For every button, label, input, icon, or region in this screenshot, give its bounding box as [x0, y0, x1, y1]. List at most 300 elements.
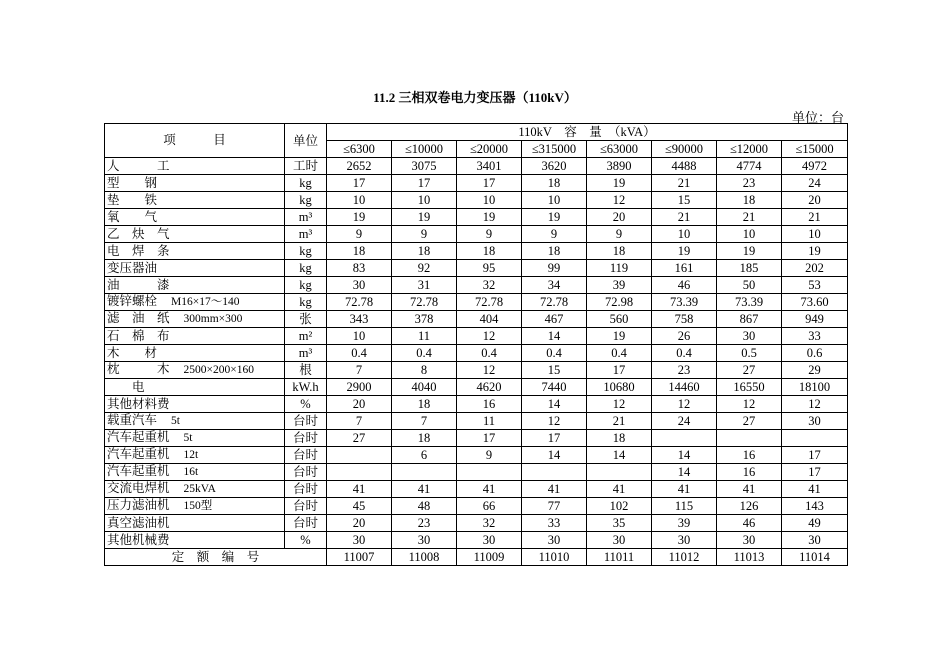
value-cell: 9 — [587, 226, 652, 243]
table-row — [105, 396, 848, 413]
value-cell: 34 — [522, 277, 587, 294]
item-name: 油 漆 — [107, 277, 170, 292]
unit-cell: m² — [285, 328, 327, 345]
value-cell: 18 — [392, 396, 457, 413]
value-cell: 16 — [717, 447, 782, 464]
item-spec: 5t — [183, 432, 193, 444]
capacity-column: ≤315000 — [522, 141, 587, 158]
value-cell: 23 — [652, 362, 717, 379]
value-cell: 10 — [327, 328, 392, 345]
unit-cell: 台时 — [285, 498, 327, 515]
item-cell — [105, 379, 285, 396]
item-name: 电 焊 条 — [107, 243, 170, 258]
value-cell: 867 — [717, 311, 782, 328]
value-cell: 20 — [327, 396, 392, 413]
value-cell: 949 — [782, 311, 848, 328]
value-cell: 0.4 — [652, 345, 717, 362]
value-cell: 35 — [587, 515, 652, 532]
value-cell: 24 — [652, 413, 717, 430]
value-cell: 30 — [717, 532, 782, 549]
value-cell: 23 — [392, 515, 457, 532]
unit-cell: % — [285, 396, 327, 413]
quota-number: 11007 — [327, 549, 392, 566]
value-cell: 19 — [587, 175, 652, 192]
value-cell: 4774 — [717, 158, 782, 175]
value-cell: 0.5 — [717, 345, 782, 362]
item-name: 变压器油 — [107, 260, 158, 275]
value-cell: 41 — [652, 481, 717, 498]
value-cell: 161 — [652, 260, 717, 277]
value-cell: 7 — [392, 413, 457, 430]
value-cell: 33 — [522, 515, 587, 532]
table-row — [105, 481, 848, 498]
value-cell: 404 — [457, 311, 522, 328]
item-name: 木 材 — [107, 345, 158, 360]
value-cell: 3890 — [587, 158, 652, 175]
value-cell: 50 — [717, 277, 782, 294]
item-cell — [105, 481, 285, 498]
item-name: 镀锌螺栓 — [107, 294, 158, 308]
table-row — [105, 498, 848, 515]
value-cell: 12 — [522, 413, 587, 430]
table-row — [105, 362, 848, 379]
value-cell: 10 — [782, 226, 848, 243]
table-row — [105, 430, 848, 447]
item-cell — [105, 498, 285, 515]
value-cell: 27 — [717, 413, 782, 430]
item-spec: 25kVA — [183, 483, 216, 495]
value-cell: 27 — [327, 430, 392, 447]
value-cell: 758 — [652, 311, 717, 328]
value-cell: 16550 — [717, 379, 782, 396]
value-cell — [717, 430, 782, 447]
value-cell: 53 — [782, 277, 848, 294]
value-cell: 21 — [587, 413, 652, 430]
item-name: 交流电焊机 — [107, 481, 170, 495]
item-cell — [105, 158, 285, 175]
value-cell: 33 — [782, 328, 848, 345]
value-cell: 17 — [327, 175, 392, 192]
item-cell — [105, 226, 285, 243]
value-cell: 39 — [652, 515, 717, 532]
capacity-column: ≤6300 — [327, 141, 392, 158]
value-cell: 14 — [587, 447, 652, 464]
value-cell: 4620 — [457, 379, 522, 396]
value-cell — [782, 430, 848, 447]
unit-cell: 台时 — [285, 447, 327, 464]
value-cell: 24 — [782, 175, 848, 192]
table-row — [105, 158, 848, 175]
item-name: 真空滤油机 — [107, 515, 170, 530]
value-cell: 72.78 — [392, 294, 457, 311]
value-cell: 30 — [457, 532, 522, 549]
quota-number: 11009 — [457, 549, 522, 566]
value-cell: 18 — [587, 243, 652, 260]
value-cell: 21 — [782, 209, 848, 226]
item-cell — [105, 515, 285, 532]
item-name: 滤 油 纸 — [107, 311, 170, 325]
value-cell: 14 — [522, 396, 587, 413]
value-cell: 10 — [717, 226, 782, 243]
unit-cell: 工时 — [285, 158, 327, 175]
capacity-column: ≤12000 — [717, 141, 782, 158]
value-cell: 32 — [457, 277, 522, 294]
table-row — [105, 447, 848, 464]
item-cell — [105, 175, 285, 192]
item-name: 石 棉 布 — [107, 328, 170, 343]
value-cell: 12 — [587, 396, 652, 413]
value-cell: 30 — [327, 532, 392, 549]
table-row — [105, 226, 848, 243]
value-cell: 143 — [782, 498, 848, 515]
value-cell: 30 — [717, 328, 782, 345]
item-name: 压力滤油机 — [107, 498, 170, 512]
item-spec: 5t — [171, 415, 180, 427]
item-name: 其他材料费 — [107, 396, 170, 411]
unit-cell: % — [285, 532, 327, 549]
value-cell: 46 — [652, 277, 717, 294]
item-cell — [105, 396, 285, 413]
value-cell: 343 — [327, 311, 392, 328]
item-name: 汽车起重机 — [107, 430, 170, 444]
value-cell: 21 — [717, 209, 782, 226]
value-cell: 0.4 — [327, 345, 392, 362]
item-cell — [105, 311, 285, 328]
item-cell — [105, 192, 285, 209]
value-cell: 41 — [457, 481, 522, 498]
value-cell: 7 — [327, 362, 392, 379]
item-spec: 300mm×300 — [183, 313, 243, 325]
value-cell: 10 — [457, 192, 522, 209]
value-cell: 73.39 — [652, 294, 717, 311]
value-cell: 19 — [652, 243, 717, 260]
value-cell: 39 — [587, 277, 652, 294]
value-cell: 32 — [457, 515, 522, 532]
value-cell: 16 — [457, 396, 522, 413]
value-cell: 18 — [522, 175, 587, 192]
value-cell: 10 — [327, 192, 392, 209]
value-cell: 83 — [327, 260, 392, 277]
value-cell: 14460 — [652, 379, 717, 396]
value-cell: 73.39 — [717, 294, 782, 311]
value-cell: 17 — [457, 430, 522, 447]
item-name: 载重汽车 — [107, 413, 158, 427]
value-cell: 4488 — [652, 158, 717, 175]
value-cell: 66 — [457, 498, 522, 515]
value-cell: 18 — [457, 243, 522, 260]
value-cell: 18100 — [782, 379, 848, 396]
value-cell: 10680 — [587, 379, 652, 396]
value-cell: 20 — [782, 192, 848, 209]
value-cell: 9 — [392, 226, 457, 243]
value-cell: 560 — [587, 311, 652, 328]
item-name: 氧 气 — [107, 209, 158, 224]
value-cell: 30 — [782, 532, 848, 549]
value-cell: 4972 — [782, 158, 848, 175]
item-name: 人 工 — [107, 158, 170, 173]
capacity-column: ≤10000 — [392, 141, 457, 158]
value-cell: 10 — [652, 226, 717, 243]
header-item: 项 目 — [105, 124, 285, 158]
value-cell: 48 — [392, 498, 457, 515]
value-cell: 202 — [782, 260, 848, 277]
unit-cell: kg — [285, 192, 327, 209]
unit-cell: 根 — [285, 362, 327, 379]
value-cell: 99 — [522, 260, 587, 277]
value-cell — [587, 464, 652, 481]
item-name: 汽车起重机 — [107, 464, 170, 478]
item-spec: 2500×200×160 — [183, 364, 254, 376]
value-cell: 19 — [782, 243, 848, 260]
capacity-column: ≤63000 — [587, 141, 652, 158]
capacity-column: ≤20000 — [457, 141, 522, 158]
value-cell: 10 — [392, 192, 457, 209]
value-cell: 16 — [717, 464, 782, 481]
value-cell: 4040 — [392, 379, 457, 396]
item-cell — [105, 209, 285, 226]
value-cell: 95 — [457, 260, 522, 277]
value-cell — [652, 430, 717, 447]
value-cell: 72.78 — [327, 294, 392, 311]
item-cell — [105, 294, 285, 311]
quota-number-label: 定 额 编 号 — [105, 549, 327, 566]
value-cell: 115 — [652, 498, 717, 515]
value-cell — [327, 447, 392, 464]
value-cell: 18 — [587, 430, 652, 447]
value-cell: 0.4 — [522, 345, 587, 362]
quota-table — [104, 123, 848, 566]
table-row — [105, 328, 848, 345]
value-cell: 6 — [392, 447, 457, 464]
unit-cell: m³ — [285, 226, 327, 243]
value-cell: 17 — [392, 175, 457, 192]
value-cell: 9 — [457, 226, 522, 243]
value-cell: 20 — [587, 209, 652, 226]
value-cell: 11 — [392, 328, 457, 345]
value-cell — [457, 464, 522, 481]
value-cell: 3401 — [457, 158, 522, 175]
value-cell: 27 — [717, 362, 782, 379]
table-row — [105, 192, 848, 209]
unit-cell: 台时 — [285, 515, 327, 532]
value-cell: 45 — [327, 498, 392, 515]
value-cell: 30 — [782, 413, 848, 430]
value-cell: 41 — [782, 481, 848, 498]
value-cell: 14 — [652, 447, 717, 464]
table-row — [105, 532, 848, 549]
item-spec: 12t — [183, 449, 199, 461]
value-cell: 0.4 — [587, 345, 652, 362]
table-row — [105, 277, 848, 294]
value-cell: 15 — [522, 362, 587, 379]
value-cell: 12 — [457, 362, 522, 379]
unit-cell: 台时 — [285, 464, 327, 481]
item-cell — [105, 447, 285, 464]
value-cell: 12 — [457, 328, 522, 345]
value-cell: 2900 — [327, 379, 392, 396]
unit-cell: 台时 — [285, 430, 327, 447]
value-cell: 46 — [717, 515, 782, 532]
table-row — [105, 311, 848, 328]
value-cell: 41 — [327, 481, 392, 498]
value-cell: 19 — [392, 209, 457, 226]
value-cell: 49 — [782, 515, 848, 532]
value-cell: 18 — [327, 243, 392, 260]
value-cell: 9 — [522, 226, 587, 243]
unit-cell: kg — [285, 175, 327, 192]
item-name: 垫 铁 — [107, 192, 158, 207]
value-cell: 17 — [782, 464, 848, 481]
quota-number: 11013 — [717, 549, 782, 566]
unit-cell: 张 — [285, 311, 327, 328]
value-cell: 21 — [652, 209, 717, 226]
value-cell: 0.4 — [457, 345, 522, 362]
value-cell: 72.78 — [522, 294, 587, 311]
table-row — [105, 464, 848, 481]
item-name: 型 钢 — [107, 175, 158, 190]
value-cell: 19 — [717, 243, 782, 260]
item-name: 电 — [107, 379, 145, 394]
value-cell: 21 — [652, 175, 717, 192]
capacity-column: ≤90000 — [652, 141, 717, 158]
value-cell: 17 — [587, 362, 652, 379]
item-cell — [105, 430, 285, 447]
value-cell: 19 — [457, 209, 522, 226]
value-cell: 23 — [717, 175, 782, 192]
header-unit: 单位 — [285, 124, 327, 158]
value-cell: 29 — [782, 362, 848, 379]
item-cell — [105, 362, 285, 379]
value-cell: 3620 — [522, 158, 587, 175]
value-cell: 185 — [717, 260, 782, 277]
table-row — [105, 413, 848, 430]
item-spec: 150型 — [183, 500, 213, 512]
table-row — [105, 379, 848, 396]
unit-cell: m³ — [285, 345, 327, 362]
value-cell: 30 — [652, 532, 717, 549]
value-cell: 11 — [457, 413, 522, 430]
footer-row — [105, 549, 848, 566]
item-cell — [105, 328, 285, 345]
value-cell: 17 — [782, 447, 848, 464]
value-cell: 7 — [327, 413, 392, 430]
value-cell: 41 — [392, 481, 457, 498]
value-cell: 41 — [717, 481, 782, 498]
value-cell: 19 — [327, 209, 392, 226]
value-cell: 467 — [522, 311, 587, 328]
value-cell: 77 — [522, 498, 587, 515]
table-row — [105, 209, 848, 226]
value-cell: 30 — [522, 532, 587, 549]
value-cell: 17 — [457, 175, 522, 192]
value-cell: 41 — [522, 481, 587, 498]
value-cell: 12 — [782, 396, 848, 413]
item-cell — [105, 464, 285, 481]
value-cell: 41 — [587, 481, 652, 498]
value-cell: 14 — [522, 447, 587, 464]
item-name: 汽车起重机 — [107, 447, 170, 461]
value-cell — [327, 464, 392, 481]
unit-cell: kg — [285, 260, 327, 277]
unit-cell: m³ — [285, 209, 327, 226]
item-name: 枕 木 — [107, 362, 170, 376]
unit-cell: kg — [285, 277, 327, 294]
value-cell: 10 — [522, 192, 587, 209]
unit-cell: kg — [285, 294, 327, 311]
value-cell: 7440 — [522, 379, 587, 396]
value-cell: 0.4 — [392, 345, 457, 362]
value-cell: 19 — [522, 209, 587, 226]
value-cell: 378 — [392, 311, 457, 328]
unit-cell: kg — [285, 243, 327, 260]
value-cell: 19 — [587, 328, 652, 345]
page-title: 11.2 三相双卷电力变压器（110kV） — [373, 90, 577, 105]
table-row — [105, 260, 848, 277]
value-cell: 18 — [392, 430, 457, 447]
value-cell: 30 — [587, 532, 652, 549]
value-cell: 14 — [652, 464, 717, 481]
value-cell: 18 — [392, 243, 457, 260]
value-cell: 18 — [717, 192, 782, 209]
value-cell: 2652 — [327, 158, 392, 175]
table-row — [105, 515, 848, 532]
value-cell: 72.98 — [587, 294, 652, 311]
unit-cell: 台时 — [285, 413, 327, 430]
value-cell: 9 — [327, 226, 392, 243]
value-cell: 12 — [717, 396, 782, 413]
item-cell — [105, 413, 285, 430]
value-cell: 26 — [652, 328, 717, 345]
item-cell — [105, 532, 285, 549]
value-cell: 9 — [457, 447, 522, 464]
value-cell: 73.60 — [782, 294, 848, 311]
value-cell: 18 — [522, 243, 587, 260]
quota-number: 11012 — [652, 549, 717, 566]
value-cell — [522, 464, 587, 481]
value-cell: 17 — [522, 430, 587, 447]
table-row — [105, 345, 848, 362]
value-cell: 102 — [587, 498, 652, 515]
item-name: 其他机械费 — [107, 532, 170, 547]
item-cell — [105, 260, 285, 277]
value-cell: 12 — [587, 192, 652, 209]
header-capacity: 110kV 容 量 （kVA） — [327, 124, 848, 141]
value-cell: 12 — [652, 396, 717, 413]
value-cell: 8 — [392, 362, 457, 379]
table-row — [105, 175, 848, 192]
value-cell: 30 — [392, 532, 457, 549]
value-cell: 14 — [522, 328, 587, 345]
unit-cell: kW.h — [285, 379, 327, 396]
header-row — [105, 124, 848, 141]
item-cell — [105, 345, 285, 362]
table-row — [105, 294, 848, 311]
value-cell: 30 — [327, 277, 392, 294]
item-cell — [105, 277, 285, 294]
item-spec: 16t — [183, 466, 199, 478]
quota-number: 11014 — [782, 549, 848, 566]
table-row — [105, 243, 848, 260]
value-cell: 31 — [392, 277, 457, 294]
value-cell: 15 — [652, 192, 717, 209]
item-spec: M16×17～140 — [171, 296, 240, 308]
quota-number: 11010 — [522, 549, 587, 566]
unit-label: 单位：台 — [791, 110, 844, 125]
value-cell: 0.6 — [782, 345, 848, 362]
quota-number: 11011 — [587, 549, 652, 566]
value-cell — [392, 464, 457, 481]
unit-cell: 台时 — [285, 481, 327, 498]
